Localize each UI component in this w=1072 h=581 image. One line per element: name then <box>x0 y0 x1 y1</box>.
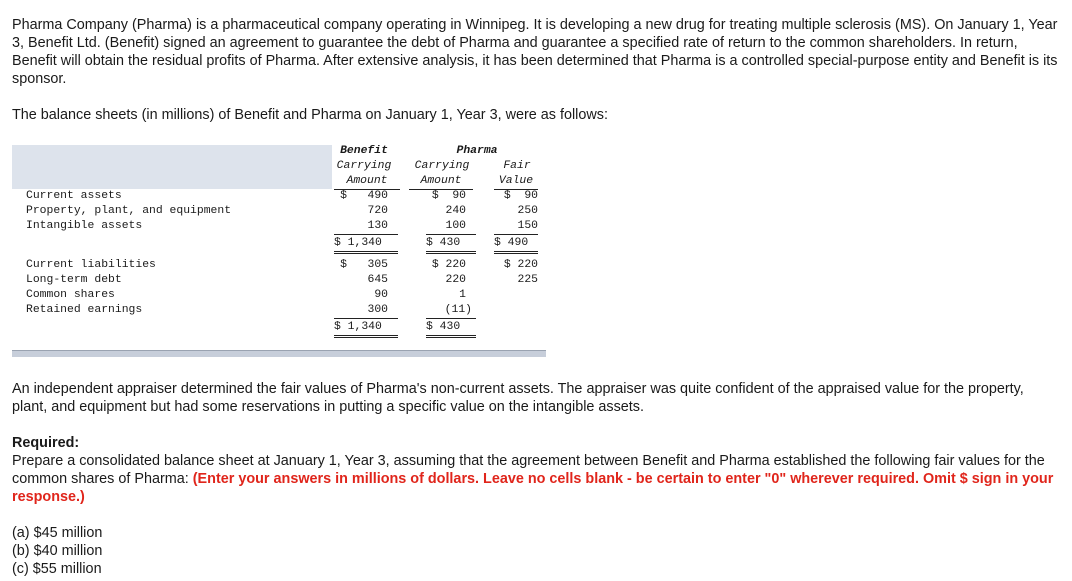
header-pharma: Pharma <box>456 145 498 157</box>
row-label-long-term-debt: Long-term debt <box>26 274 122 286</box>
benefit-ppe: 720 <box>367 205 388 217</box>
benefit-current-liabilities: $ 305 <box>340 259 388 271</box>
benefit-current-assets: $ 490 <box>340 190 388 202</box>
benefit-intangible-assets: 130 <box>334 219 398 235</box>
pharma-carrying-long-term-debt: 220 <box>445 274 466 286</box>
row-label-retained-earnings: Retained earnings <box>26 304 143 316</box>
benefit-total-assets: $ 1,340 <box>334 236 398 254</box>
header-amount-pharma: Amount <box>409 174 473 190</box>
option-c: (c) $55 million <box>12 561 102 577</box>
options-list <box>12 524 102 578</box>
pharma-carrying-retained-earnings: (11) <box>426 303 476 319</box>
problem-intro: Pharma Company (Pharma) is a pharmaceutical company operating in Winnipeg. It is developing a new drug for treating multiple sclerosis (MS). On January 1, Year 3, Benefit Ltd. (Benefit) signed an agreement to guarantee the debt of Pharma and guarantee a specified rate of return to the common shareholders. In return, Benefit will obtain the residual profits of Pharma. After extensive analysis, it has been determined that Pharma is a controlled special-purpose entity and Benefit is its sponsor. <box>12 17 1058 87</box>
benefit-total-liabilities-equity: $ 1,340 <box>334 320 398 338</box>
pharma-carrying-current-assets: $ 90 <box>431 190 466 202</box>
option-a: (a) $45 million <box>12 525 103 541</box>
header-amount-benefit: Amount <box>334 174 400 190</box>
appraiser-paragraph: An independent appraiser determined the fair values of Pharma's non-current assets. The appraiser was quite confident of the appraised value for the property, plant, and equipment but had some reservations in putting a specific value on the intangible assets. <box>12 381 1024 415</box>
row-label-current-assets: Current assets <box>26 190 122 202</box>
pharma-carrying-common-shares: 1 <box>459 289 466 301</box>
header-fair: Fair <box>503 160 531 172</box>
required-note: (Enter your answers in millions of dollars. Leave no cells blank - be certain to enter "0" wherever required. Omit $ sign in your response.) <box>12 471 1054 505</box>
required-section <box>12 434 1062 506</box>
required-instructions <box>12 452 1062 506</box>
pharma-fair-intangible-assets: 150 <box>494 219 538 235</box>
pharma-carrying-total-liabilities-equity: $ 430 <box>426 320 476 338</box>
header-value: Value <box>494 174 538 190</box>
row-label-current-liabilities: Current liabilities <box>26 259 156 271</box>
row-label-intangible-assets: Intangible assets <box>26 220 143 232</box>
required-text: Prepare a consolidated balance sheet at January 1, Year 3, assuming that the agreement between Benefit and Pharma established the following fair values for the common shares of Pharma: <box>12 453 1045 487</box>
label-header-band <box>12 145 332 189</box>
pharma-fair-long-term-debt: 225 <box>517 274 538 286</box>
pharma-carrying-intangible-assets: 100 <box>426 219 476 235</box>
header-carrying-benefit: Carrying <box>336 160 392 172</box>
pharma-fair-current-assets: $ 90 <box>503 190 538 202</box>
header-benefit: Benefit <box>340 145 388 157</box>
pharma-carrying-total-assets: $ 430 <box>426 236 476 254</box>
balance-sheet-table <box>12 142 546 358</box>
pharma-carrying-current-liabilities: $ 220 <box>431 259 466 271</box>
row-label-common-shares: Common shares <box>26 289 115 301</box>
required-heading: Required: <box>12 435 80 451</box>
option-b: (b) $40 million <box>12 543 103 559</box>
table-bottom-bar <box>12 350 546 357</box>
header-carrying-pharma: Carrying <box>414 160 470 172</box>
benefit-retained-earnings: 300 <box>334 303 398 319</box>
pharma-fair-current-liabilities: $ 220 <box>503 259 538 271</box>
benefit-long-term-debt: 645 <box>367 274 388 286</box>
pharma-fair-total-assets: $ 490 <box>494 236 538 254</box>
benefit-common-shares: 90 <box>374 289 388 301</box>
pharma-carrying-ppe: 240 <box>445 205 466 217</box>
pharma-fair-ppe: 250 <box>517 205 538 217</box>
table-lead-in: The balance sheets (in millions) of Benefit and Pharma on January 1, Year 3, were as follows: <box>12 107 608 123</box>
row-label-ppe: Property, plant, and equipment <box>26 205 232 217</box>
